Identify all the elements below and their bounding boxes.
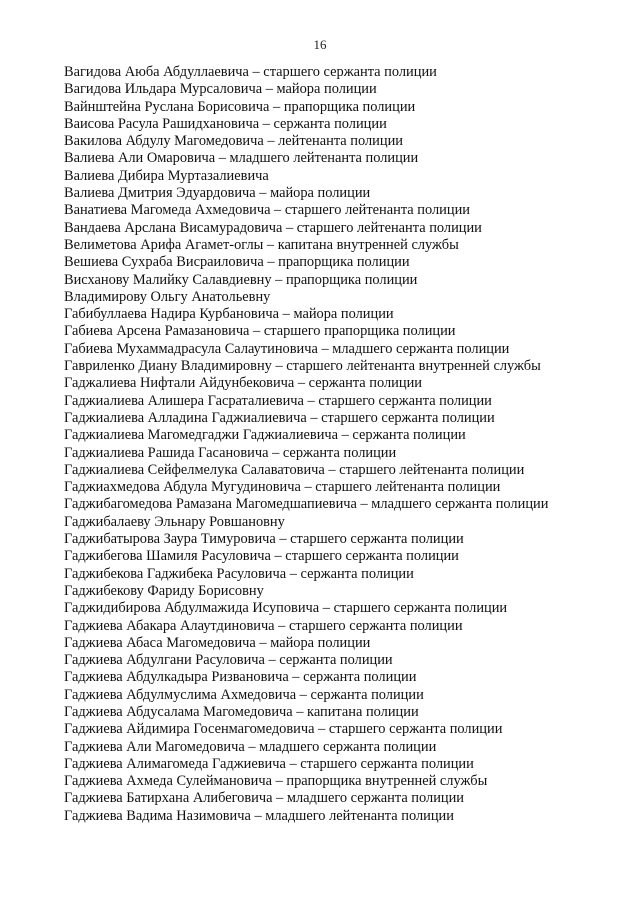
list-item: Вешиева Сухраба Висраиловича – прапорщика полиции [64, 254, 410, 271]
list-item: Гаджибекова Гаджибека Расуловича – сержанта полиции [64, 565, 414, 582]
list-item: Гаджиева Абдулгани Расуловича – сержанта полиции [64, 652, 393, 669]
list-item: Гаджиева Ахмеда Сулеймановича – прапорщика внутренней службы [64, 773, 488, 790]
list-item: Габиева Мухаммадрасула Салаутиновича – младшего сержанта полиции [64, 340, 510, 357]
list-item: Гаджибекову Фариду Борисовну [64, 582, 264, 599]
list-item: Вандаева Арслана Висамурадовича – старшего лейтенанта полиции [64, 219, 482, 236]
list-item: Вагидова Ильдара Мурсаловича – майора полиции [64, 81, 377, 98]
page-number: 16 [313, 37, 327, 52]
list-item: Гаджидибирова Абдулмажида Исуповича – старшего сержанта полиции [64, 600, 508, 617]
list-item: Валиева Дибира Муртазалиевича [64, 167, 269, 184]
list-item: Владимирову Ольгу Анатольевну [64, 288, 271, 305]
list-item: Гаджибагомедова Рамазана Магомедшапиевича – младшего сержанта полиции [64, 496, 549, 513]
list-item: Гаджиалиева Сейфелмелука Салаватовича – старшего лейтенанта полиции [64, 461, 525, 478]
list-item: Гаджиева Абдулкадыра Ризвановича – сержанта полиции [64, 669, 417, 686]
list-item: Гаджибалаеву Эльнару Ровшановну [64, 513, 285, 530]
list-item: Гаджиева Абдулмуслима Ахмедовича – сержанта полиции [64, 686, 424, 703]
list-item: Гаджиалиева Алладина Гаджиалиевича – старшего сержанта полиции [64, 409, 495, 426]
list-item: Вайнштейна Руслана Борисовича – прапорщика полиции [64, 98, 416, 115]
list-item: Габиева Арсена Рамазановича – старшего прапорщика полиции [64, 323, 456, 340]
list-item: Гаджиева Алимагомеда Гаджиевича – старшего сержанта полиции [64, 755, 474, 772]
list-item: Висханову Малийку Салавдиевну – прапорщика полиции [64, 271, 418, 288]
list-item: Гаджиева Абдусалама Магомедовича – капитана полиции [64, 703, 419, 720]
list-item: Ваисова Расула Рашидхановича – сержанта полиции [64, 115, 387, 132]
list-item: Габибуллаева Надира Курбановича – майора полиции [64, 306, 394, 323]
list-item: Гаджиева Абакара Алаутдиновича – старшего сержанта полиции [64, 617, 463, 634]
list-item: Гаджиева Али Магомедовича – младшего сержанта полиции [64, 738, 437, 755]
list-item: Гаджиахмедова Абдула Мугудиновича – старшего лейтенанта полиции [64, 479, 501, 496]
list-item: Гаджиалиева Рашида Гасановича – сержанта полиции [64, 444, 397, 461]
list-item: Велиметова Арифа Агамет-оглы – капитана внутренней службы [64, 236, 459, 253]
list-item: Валиева Али Омаровича – младшего лейтенанта полиции [64, 150, 419, 167]
list-item: Вагидова Аюба Абдуллаевича – старшего сержанта полиции [64, 64, 437, 80]
list-item: Гаджиева Айдимира Госенмагомедовича – старшего сержанта полиции [64, 721, 503, 738]
list-item: Гаджалиева Нифтали Айдунбековича – сержанта полиции [64, 375, 422, 392]
list-item: Валиева Дмитрия Эдуардовича – майора полиции [64, 185, 371, 202]
list-item: Гаджиева Батирхана Алибеговича – младшего сержанта полиции [64, 790, 464, 807]
list-item: Гаджибатырова Заура Тимуровича – старшего сержанта полиции [64, 531, 464, 548]
list-item: Ванатиева Магомеда Ахмедовича – старшего лейтенанта полиции [64, 202, 470, 219]
list-item: Гаджиева Абаса Магомедовича – майора полиции [64, 634, 371, 651]
list-item: Вакилова Абдулу Магомедовича – лейтенанта полиции [64, 133, 403, 150]
name-list [64, 64, 634, 825]
list-item: Гаджиалиева Алишера Гасраталиевича – старшего сержанта полиции [64, 392, 492, 409]
list-item: Гавриленко Диану Владимировну – старшего лейтенанта внутренней службы [64, 358, 541, 375]
list-item: Гаджиалиева Магомедгаджи Гаджиалиевича – сержанта полиции [64, 427, 466, 444]
list-item: Гаджиева Вадима Назимовича – младшего лейтенанта полиции [64, 807, 454, 824]
list-item: Гаджибегова Шамиля Расуловича – старшего сержанта полиции [64, 548, 459, 565]
